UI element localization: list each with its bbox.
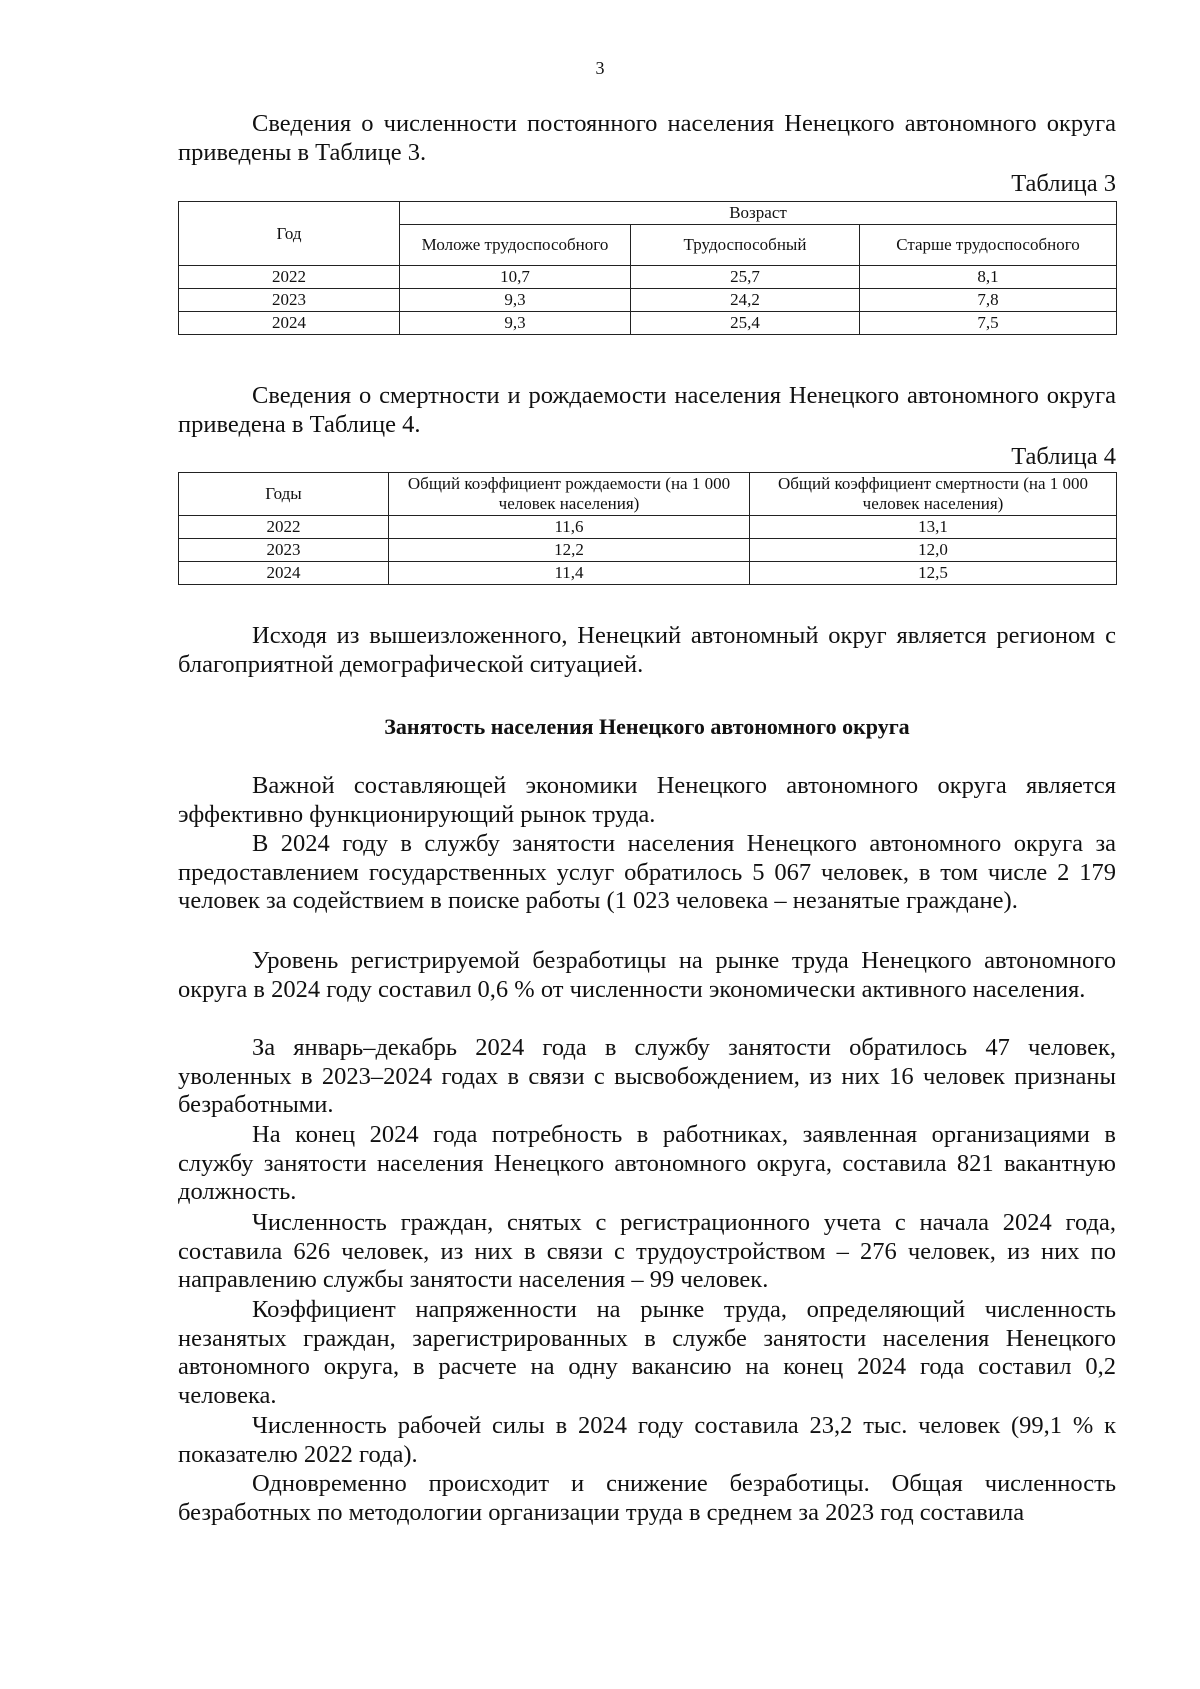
table-row xyxy=(179,562,1117,585)
table-cell: 12,0 xyxy=(750,539,1117,562)
conclusion-paragraph: Исходя из вышеизложенного, Ненецкий автономный округ является регионом с благоприятной демографической ситуацией. xyxy=(178,622,1116,678)
table-cell: 8,1 xyxy=(860,266,1117,289)
table-cell: 13,1 xyxy=(750,516,1117,539)
table-cell: 25,4 xyxy=(631,312,860,335)
table3-subheader: Трудоспособный xyxy=(631,225,860,266)
table-cell: 25,7 xyxy=(631,266,860,289)
table-row xyxy=(179,312,1117,335)
intro-paragraph-mortality: Сведения о смертности и рождаемости населения Ненецкого автономного округа приведена в Таблице 4. xyxy=(178,382,1116,438)
body-paragraph: За январь–декабрь 2024 года в службу занятости обратилось 47 человек, уволенных в 2023–2024 годах в связи с высвобождением, из них 16 человек признаны безработными. xyxy=(178,1034,1116,1118)
table4-header-death-rate: Общий коэффициент смертности (на 1 000 человек населения) xyxy=(750,473,1117,516)
table-row xyxy=(179,539,1117,562)
section-heading: Занятость населения Ненецкого автономного округа xyxy=(384,714,910,739)
table-row xyxy=(179,516,1117,539)
table-cell: 9,3 xyxy=(400,289,631,312)
body-paragraph: Важной составляющей экономики Ненецкого автономного округа является эффективно функционирующий рынок труда. xyxy=(178,772,1116,828)
body-paragraph: Численность рабочей силы в 2024 году составила 23,2 тыс. человек (99,1 % к показателю 2022 года). xyxy=(178,1412,1116,1468)
table3-population xyxy=(178,201,1117,335)
body-paragraph: В 2024 году в службу занятости населения Ненецкого автономного округа за предоставлением государственных услуг обратилось 5 067 человек, в том числе 2 179 человек за содействием в поиске работы (1 023 человека – незанятые граждане). xyxy=(178,830,1116,914)
table-cell: 7,8 xyxy=(860,289,1117,312)
table-cell: 2023 xyxy=(179,539,389,562)
body-paragraph: Коэффициент напряженности на рынке труда, определяющий численность незанятых граждан, зарегистрированных в службе занятости населения Ненецкого автономного округа, в расчете на одну вакансию на конец 2024 года составил 0,2 человека. xyxy=(178,1296,1116,1409)
table-cell: 2022 xyxy=(179,516,389,539)
table3-caption: Таблица 3 xyxy=(1011,170,1116,197)
table4-header-birth-rate: Общий коэффициент рождаемости (на 1 000 человек населения) xyxy=(389,473,750,516)
table-cell: 24,2 xyxy=(631,289,860,312)
table-cell: 12,5 xyxy=(750,562,1117,585)
body-paragraph: Численность граждан, снятых с регистрационного учета с начала 2024 года, составила 626 человек, из них в связи с трудоустройством – 276 человек, из них по направлению службы занятости населения – 99 человек. xyxy=(178,1209,1116,1293)
table-cell: 12,2 xyxy=(389,539,750,562)
table-cell: 2022 xyxy=(179,266,400,289)
table-cell: 11,6 xyxy=(389,516,750,539)
page-number: 3 xyxy=(595,58,605,78)
table3-header-year: Год xyxy=(179,202,400,266)
table-cell: 9,3 xyxy=(400,312,631,335)
table-cell: 7,5 xyxy=(860,312,1117,335)
intro-paragraph-population: Сведения о численности постоянного населения Ненецкого автономного округа приведены в Таблице 3. xyxy=(178,110,1116,166)
table4-caption: Таблица 4 xyxy=(1011,443,1116,470)
body-paragraph: Уровень регистрируемой безработицы на рынке труда Ненецкого автономного округа в 2024 году составил 0,6 % от численности экономически активного населения. xyxy=(178,947,1116,1003)
table-cell: 2024 xyxy=(179,562,389,585)
table-cell: 2023 xyxy=(179,289,400,312)
table-cell: 2024 xyxy=(179,312,400,335)
table4-birth-death xyxy=(178,472,1117,585)
table3-header-age: Возраст xyxy=(400,202,1117,225)
table3-subheader: Старше трудоспособного xyxy=(860,225,1117,266)
table4-header-years: Годы xyxy=(179,473,389,516)
table3-subheader: Моложе трудоспособного xyxy=(400,225,631,266)
table-row xyxy=(179,266,1117,289)
table-row xyxy=(179,289,1117,312)
table-cell: 11,4 xyxy=(389,562,750,585)
body-paragraph: Одновременно происходит и снижение безработицы. Общая численность безработных по методологии организации труда в среднем за 2023 год составила xyxy=(178,1470,1116,1526)
body-paragraph: На конец 2024 года потребность в работниках, заявленная организациями в службу занятости населения Ненецкого автономного округа, составила 821 вакантную должность. xyxy=(178,1121,1116,1205)
table-cell: 10,7 xyxy=(400,266,631,289)
